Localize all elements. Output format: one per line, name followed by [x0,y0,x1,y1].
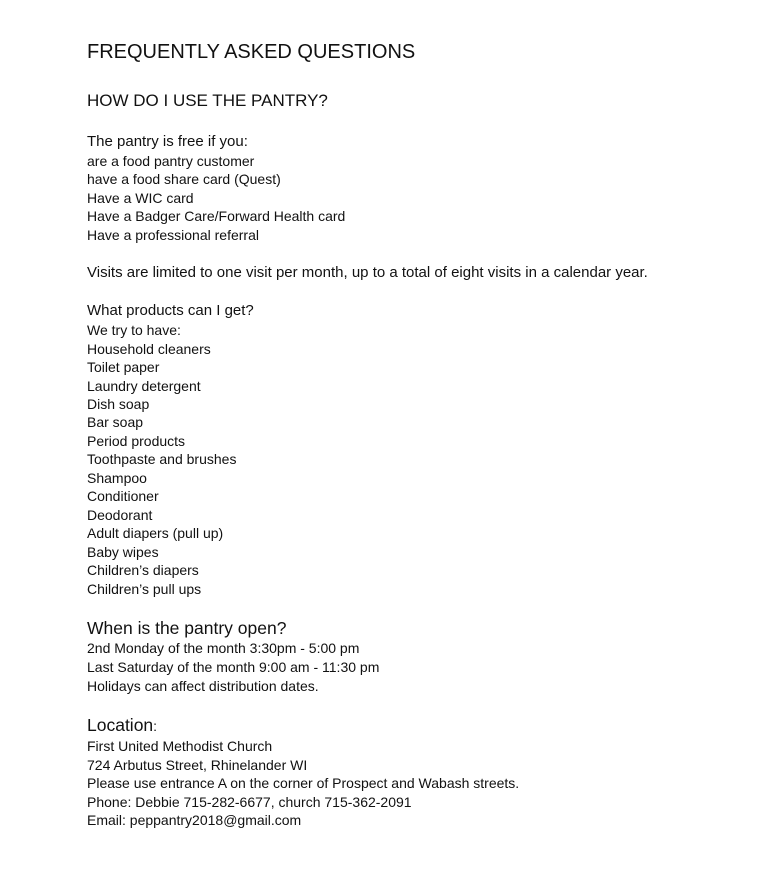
location-heading [87,714,157,737]
location-line: 724 Arbutus Street, Rhinelander WI [87,757,308,773]
product-item: Adult diapers (pull up) [87,525,224,541]
eligibility-item: Have a WIC card [87,190,194,206]
product-item: Toothpaste and brushes [87,451,237,467]
eligibility-item: are a food pantry customer [87,153,255,169]
eligibility-item: Have a professional referral [87,227,259,243]
product-item: Dish soap [87,396,150,412]
product-item: Deodorant [87,507,153,523]
location-heading-text: Location [87,715,154,735]
email-line: Email: peppantry2018@gmail.com [87,812,302,828]
hours-item: 2nd Monday of the month 3:30pm - 5:00 pm [87,640,360,656]
page-title: FREQUENTLY ASKED QUESTIONS [87,41,416,63]
open-hours-question: When is the pantry open? [87,618,287,638]
product-item: Household cleaners [87,341,211,357]
location-line: Please use entrance A on the corner of Prospect and Wabash streets. [87,775,520,791]
hours-item: Last Saturday of the month 9:00 am - 11:30 pm [87,659,380,675]
phone-line: Phone: Debbie 715-282-6677, church 715-362-2091 [87,794,412,810]
product-item: Shampoo [87,470,147,486]
product-item: Children’s pull ups [87,581,202,597]
location-heading-colon: : [153,718,158,734]
product-item: Toilet paper [87,359,160,375]
eligibility-item: Have a Badger Care/Forward Health card [87,208,346,224]
product-item: Children’s diapers [87,562,199,578]
eligibility-item: have a food share card (Quest) [87,171,281,187]
products-question: What products can I get? [87,302,254,319]
products-intro: We try to have: [87,322,181,338]
product-item: Bar soap [87,414,144,430]
product-item: Period products [87,433,186,449]
product-item: Baby wipes [87,544,159,560]
free-intro-text: The pantry is free if you: [87,133,248,150]
location-line: First United Methodist Church [87,738,273,754]
product-item: Laundry detergent [87,378,201,394]
how-to-use-heading: HOW DO I USE THE PANTRY? [87,91,328,110]
visit-limit-text: Visits are limited to one visit per month, up to a total of eight visits in a calendar year. [87,264,648,281]
hours-item: Holidays can affect distribution dates. [87,678,319,694]
product-item: Conditioner [87,488,159,504]
